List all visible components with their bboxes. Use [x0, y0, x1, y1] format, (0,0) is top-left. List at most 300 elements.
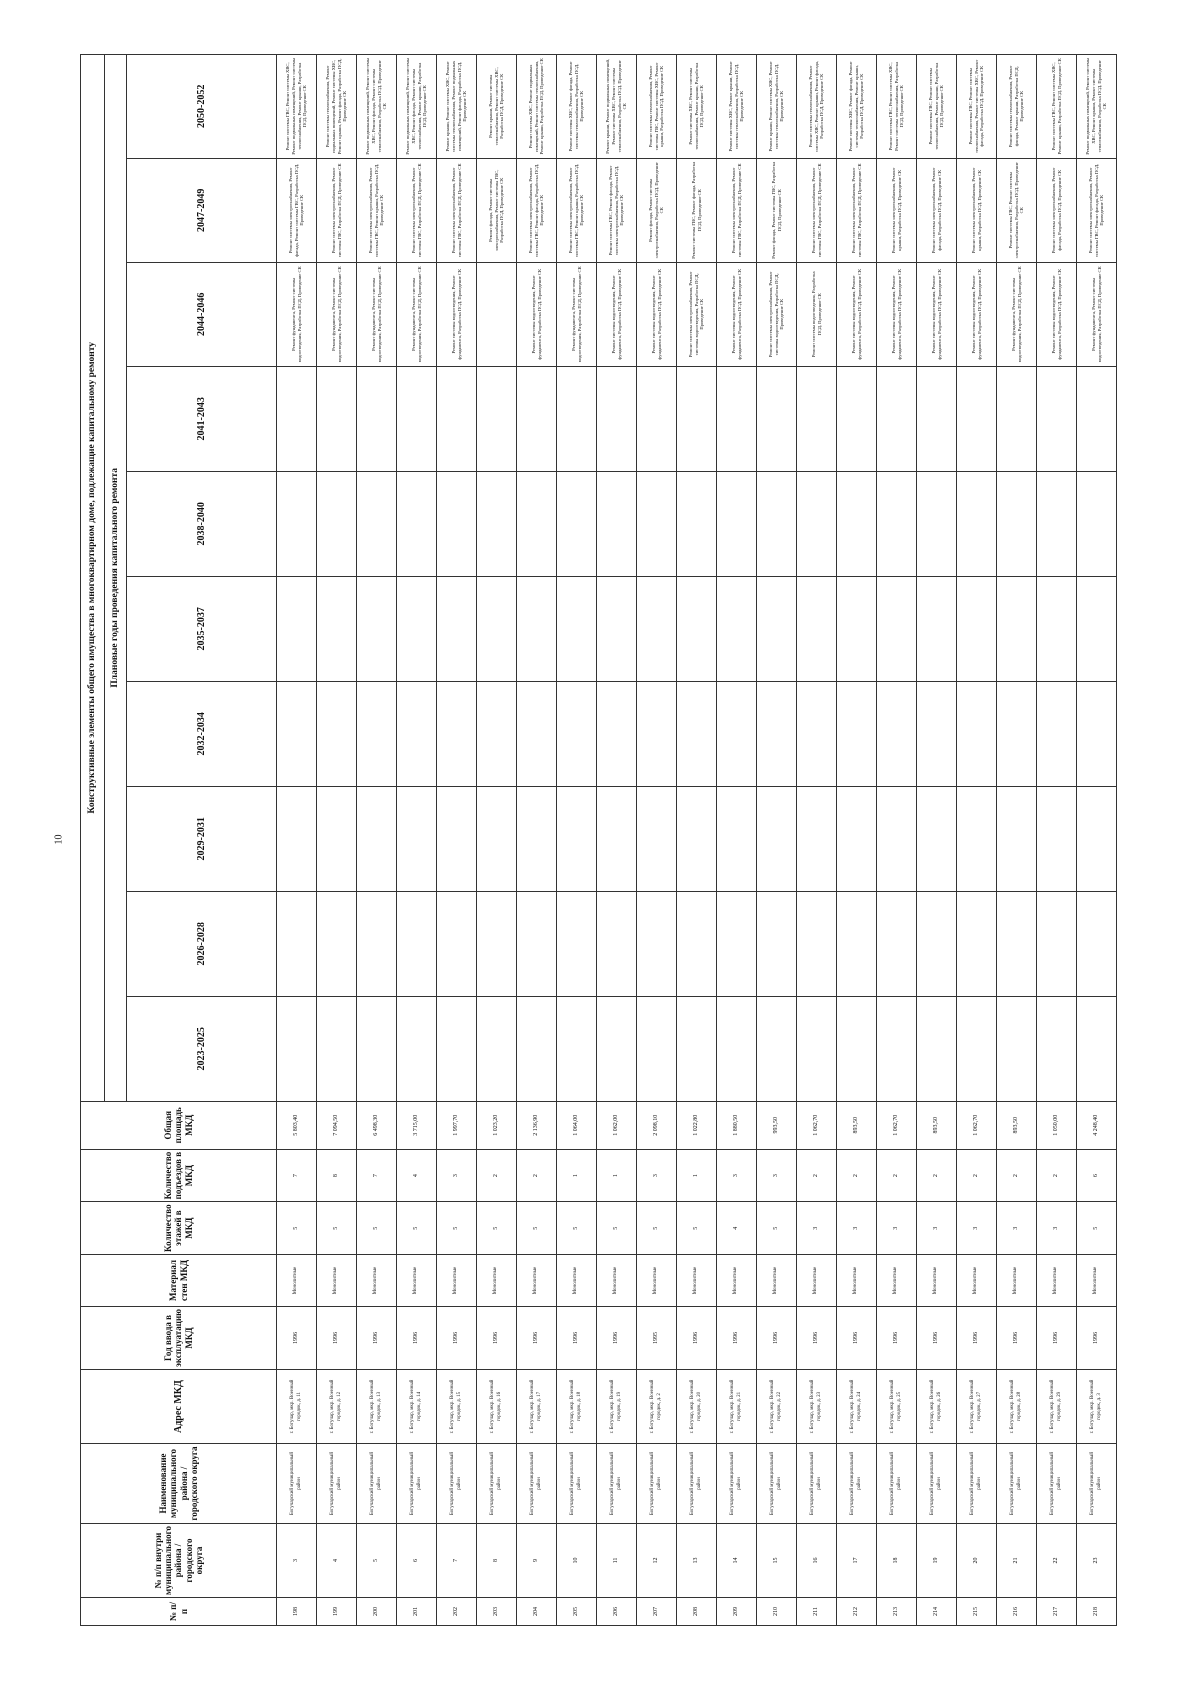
address-cell: г. Богучар, мкр. Военный городок, д. 18: [557, 1370, 597, 1444]
entrances-cell: 8: [317, 1149, 357, 1202]
area-cell: 1 062,00: [597, 1101, 637, 1149]
entrances-cell: 3: [637, 1149, 677, 1202]
period-cell-empty: [597, 576, 637, 681]
col-header-address: Адрес МКД: [81, 1370, 277, 1444]
row-number: 206: [597, 1598, 637, 1626]
repair-works-cell: Ремонт крыши, Ремонт системы ХВС, Ремонт системы теплоснабжения, Разработка ПСД, Проведение СК: [757, 54, 797, 158]
district-row-number: 21: [997, 1524, 1037, 1598]
period-cell-empty: [637, 786, 677, 891]
repair-works-cell: Ремонт системы ГВС, Ремонт системы ХВС, Ремонт подвальных помещений, Ремонт системы теплоснабжения, Ремонт крыши, Разработка ПСД, Проведение СК: [277, 54, 317, 158]
period-cell-empty: [317, 576, 357, 681]
repair-works-cell: Ремонт системы ХВС, Ремонт крыши, Ремонт системы теплоснабжения, Разработка ПСД, Проведение СК: [717, 54, 757, 158]
period-cell-empty: [277, 786, 317, 891]
repair-works-cell: Ремонт системы водоотведения, Ремонт фундамента, Разработка ПСД, Проведение СК: [877, 262, 917, 366]
row-number: 217: [1037, 1598, 1077, 1626]
period-cell-empty: [637, 366, 677, 471]
municipality-cell: Богучарский муниципальный район: [637, 1444, 677, 1524]
district-row-number: 17: [837, 1524, 877, 1598]
area-cell: 2 098,10: [637, 1101, 677, 1149]
area-cell: 1 062,70: [877, 1101, 917, 1149]
repair-works-cell: Ремонт системы ХВС, Ремонт подвальных помещений, Ремонт системы теплоснабжения, Ремонт крыши, Разработка ПСД, Проведение СК: [517, 54, 557, 158]
floors-cell: 5: [357, 1202, 397, 1255]
repair-works-cell: Ремонт фундамента, Ремонт системы водоотведения, Разработка ПСД, Проведение СК: [277, 262, 317, 366]
period-cell-empty: [477, 576, 517, 681]
row-number: 214: [917, 1598, 957, 1626]
period-cell-empty: [557, 471, 597, 576]
repair-works-cell: Ремонт системы электроснабжения, Ремонт системы ГВС, Разработка ПСД, Проведение СК: [397, 158, 437, 262]
municipality-cell: Богучарский муниципальный район: [277, 1444, 317, 1524]
repair-works-cell: Ремонт подвальных помещений, Ремонт системы ХВС, Ремонт фасада, Ремонт системы теплоснабжения, Ремонт крыши, Разработка ПСД, Проведение СК: [397, 54, 437, 158]
period-cell-empty: [557, 576, 597, 681]
period-cell-empty: [717, 576, 757, 681]
period-cell-empty: [357, 576, 397, 681]
period-cell-empty: [1037, 471, 1077, 576]
period-cell-empty: [797, 366, 837, 471]
municipality-cell: Богучарский муниципальный район: [477, 1444, 517, 1524]
period-cell-empty: [277, 366, 317, 471]
floors-cell: 5: [757, 1202, 797, 1255]
period-cell-empty: [477, 681, 517, 786]
period-cell-empty: [757, 891, 797, 996]
repair-works-cell: Ремонт системы электроснабжения, Ремонт системы ГВС, Разработка ПСД, Проведение СК: [797, 158, 837, 262]
repair-works-cell: Ремонт системы электроснабжения, Ремонт системы ГВС, Ремонт крыши, Разработка ПСД, Проведение СК: [557, 158, 597, 262]
period-cell-empty: [277, 471, 317, 576]
year-cell: 1996: [517, 1306, 557, 1369]
period-cell-empty: [357, 681, 397, 786]
district-row-number: 12: [637, 1524, 677, 1598]
period-cell-empty: [517, 786, 557, 891]
period-cell-empty: [1077, 786, 1117, 891]
repair-works-cell: Ремонт системы теплоснабжения, Ремонт подвальных помещений, Ремонт системы ХВС, Ремонт крыши, Ремонт фасада, Разработка ПСД, Проведение СК: [317, 54, 357, 158]
period-header: 2035-2037: [127, 576, 277, 681]
area-cell: 7 094,50: [317, 1101, 357, 1149]
period-cell-empty: [597, 366, 637, 471]
period-cell-empty: [637, 576, 677, 681]
period-cell-empty: [517, 366, 557, 471]
table-row: [637, 54, 677, 1625]
table-row: [357, 54, 397, 1625]
floors-cell: 3: [797, 1202, 837, 1255]
period-cell-empty: [917, 891, 957, 996]
period-header: 2038-2040: [127, 471, 277, 576]
repair-works-cell: Ремонт системы электроснабжения, Ремонт системы водоотведения, Разработка ПСД, Проведение СК: [677, 262, 717, 366]
area-cell: 993,50: [757, 1101, 797, 1149]
row-number: 207: [637, 1598, 677, 1626]
district-row-number: 19: [917, 1524, 957, 1598]
period-cell-empty: [437, 366, 477, 471]
address-cell: г. Богучар, мкр. Военный городок, д. 28: [997, 1370, 1037, 1444]
entrances-cell: 2: [517, 1149, 557, 1202]
material-cell: Монолитные: [397, 1254, 437, 1306]
municipality-cell: Богучарский муниципальный район: [317, 1444, 357, 1524]
repair-works-cell: Ремонт системы водоотведения, Ремонт фундамента, Разработка ПСД, Проведение СК: [637, 262, 677, 366]
period-cell-empty: [677, 681, 717, 786]
address-cell: г. Богучар, мкр. Военный городок, д. 20: [677, 1370, 717, 1444]
row-number: 200: [357, 1598, 397, 1626]
material-cell: Монолитные: [957, 1254, 997, 1306]
area-cell: 5 803,40: [277, 1101, 317, 1149]
period-header: 2050-2052: [127, 54, 277, 158]
material-cell: Монолитные: [757, 1254, 797, 1306]
table-row: [517, 54, 557, 1625]
repair-works-cell: Ремонт системы электроснабжения, Ремонт фасада, Разработка ПСД, Проведение СК: [1037, 158, 1077, 262]
period-cell-empty: [597, 786, 637, 891]
repair-works-cell: Ремонт системы ГВС, Ремонт фасада, Разработка ПСД, Проведение СК: [677, 158, 717, 262]
entrances-cell: 2: [997, 1149, 1037, 1202]
table-row: [477, 54, 517, 1625]
floors-cell: 5: [1077, 1202, 1117, 1255]
material-cell: Монолитные: [917, 1254, 957, 1306]
year-cell: 1996: [757, 1306, 797, 1369]
period-cell-empty: [517, 576, 557, 681]
period-cell-empty: [317, 471, 357, 576]
area-cell: 893,50: [997, 1101, 1037, 1149]
period-cell-empty: [277, 576, 317, 681]
period-cell-empty: [837, 366, 877, 471]
period-cell-empty: [517, 891, 557, 996]
district-row-number: 4: [317, 1524, 357, 1598]
period-cell-empty: [397, 366, 437, 471]
repair-works-cell: Ремонт системы электроснабжения, Ремонт системы ГВС, Разработка ПСД, Проведение СК: [717, 158, 757, 262]
repair-works-cell: Ремонт системы теплоснабжения, Ремонт системы ХВС, Ремонт крыши, Ремонт фасада, Разработка ПСД, Проведение СК: [797, 54, 837, 158]
period-cell-empty: [997, 576, 1037, 681]
material-cell: Монолитные: [877, 1254, 917, 1306]
year-cell: 1996: [917, 1306, 957, 1369]
table-row: [677, 54, 717, 1625]
address-cell: г. Богучар, мкр. Военный городок, д. 29: [1037, 1370, 1077, 1444]
period-cell-empty: [997, 366, 1037, 471]
district-row-number: 8: [477, 1524, 517, 1598]
period-cell-empty: [677, 576, 717, 681]
municipality-cell: Богучарский муниципальный район: [557, 1444, 597, 1524]
address-cell: г. Богучар, мкр. Военный городок, д. 3: [1077, 1370, 1117, 1444]
table-row: [997, 54, 1037, 1625]
material-cell: Монолитные: [677, 1254, 717, 1306]
entrances-cell: 1: [677, 1149, 717, 1202]
material-cell: Монолитные: [277, 1254, 317, 1306]
floors-cell: 3: [997, 1202, 1037, 1255]
area-cell: 2 136,90: [517, 1101, 557, 1149]
period-cell-empty: [837, 576, 877, 681]
period-cell-empty: [1037, 366, 1077, 471]
area-cell: 1 023,20: [477, 1101, 517, 1149]
period-cell-empty: [757, 786, 797, 891]
district-row-number: 15: [757, 1524, 797, 1598]
row-number: 203: [477, 1598, 517, 1626]
period-cell-empty: [477, 996, 517, 1101]
period-cell-empty: [517, 996, 557, 1101]
entrances-cell: 2: [917, 1149, 957, 1202]
period-cell-empty: [757, 996, 797, 1101]
table-row: [837, 54, 877, 1625]
floors-cell: 3: [917, 1202, 957, 1255]
area-cell: 6 498,30: [357, 1101, 397, 1149]
material-cell: Монолитные: [477, 1254, 517, 1306]
row-number: 199: [317, 1598, 357, 1626]
address-cell: г. Богучар, мкр. Военный городок, д. 19: [597, 1370, 637, 1444]
period-cell-empty: [317, 681, 357, 786]
period-cell-empty: [637, 471, 677, 576]
repair-works-cell: Ремонт системы электроснабжения, Ремонт фасада, Разработка ПСД, Проведение СК: [917, 158, 957, 262]
period-cell-empty: [877, 996, 917, 1101]
municipality-cell: Богучарский муниципальный район: [1077, 1444, 1117, 1524]
period-cell-empty: [997, 996, 1037, 1101]
repair-works-cell: Ремонт системы ГВС, Ремонт системы электроснабжения, Разработка ПСД, Проведение СК: [997, 158, 1037, 262]
period-cell-empty: [357, 786, 397, 891]
material-cell: Монолитные: [837, 1254, 877, 1306]
table-row: [757, 54, 797, 1625]
year-cell: 1996: [277, 1306, 317, 1369]
col-header-floors: Количество этажей в МКД: [81, 1202, 277, 1255]
repair-works-cell: Ремонт системы электроснабжения, Ремонт системы ГВС, Разработка ПСД, Проведение СК: [437, 158, 477, 262]
year-cell: 1996: [477, 1306, 517, 1369]
period-cell-empty: [517, 681, 557, 786]
period-cell-empty: [757, 366, 797, 471]
repair-works-cell: Ремонт системы электроснабжения, Ремонт системы ГВС, Ремонт фасада, Разработка ПСД, Проведение СК: [517, 158, 557, 262]
address-cell: г. Богучар, мкр. Военный городок, д. 25: [877, 1370, 917, 1444]
material-cell: Монолитные: [557, 1254, 597, 1306]
material-cell: Монолитные: [637, 1254, 677, 1306]
area-cell: 1 997,70: [437, 1101, 477, 1149]
material-cell: Монолитные: [357, 1254, 397, 1306]
period-cell-empty: [677, 366, 717, 471]
rotated-page: [60, 26, 1150, 1626]
period-cell-empty: [277, 996, 317, 1101]
repair-works-cell: Ремонт системы водоотведения, Ремонт фундамента, Разработка ПСД, Проведение СК: [957, 262, 997, 366]
period-cell-empty: [1037, 681, 1077, 786]
area-cell: 893,50: [917, 1101, 957, 1149]
repair-works-cell: Ремонт системы ГВС, Ремонт фасада, Ремонт системы электроснабжения, Разработка ПСД, Проведение СК: [597, 158, 637, 262]
period-cell-empty: [277, 891, 317, 996]
period-cell-empty: [957, 891, 997, 996]
period-cell-empty: [557, 366, 597, 471]
col-header-entrances: Количество подъездов в МКД: [81, 1149, 277, 1202]
repair-works-cell: Ремонт системы теплоснабжения, Ремонт системы ГВС, Ремонт системы ХВС, Ремонт крыши, Разработка ПСД, Проведение СК: [637, 54, 677, 158]
period-header: 2044-2046: [127, 262, 277, 366]
period-cell-empty: [437, 576, 477, 681]
period-cell-empty: [557, 786, 597, 891]
period-cell-empty: [317, 996, 357, 1101]
period-cell-empty: [677, 786, 717, 891]
table-row: [877, 54, 917, 1625]
material-cell: Монолитные: [1037, 1254, 1077, 1306]
year-cell: 1996: [397, 1306, 437, 1369]
floors-cell: 5: [557, 1202, 597, 1255]
repair-works-cell: Ремонт системы ХВС, Ремонт фасада, Ремонт системы теплоснабжения, Ремонт крыши, Разработка ПСД, Проведение СК: [837, 54, 877, 158]
period-cell-empty: [477, 471, 517, 576]
table-row: [597, 54, 637, 1625]
material-cell: Монолитные: [317, 1254, 357, 1306]
period-cell-empty: [597, 891, 637, 996]
page-number: 10: [53, 834, 65, 845]
period-cell-empty: [877, 366, 917, 471]
period-cell-empty: [757, 576, 797, 681]
repair-works-cell: Ремонт системы ГВС, Ремонт системы теплоснабжения, Ремонт системы ХВС, Ремонт фасада, Разработка ПСД, Проведение СК: [957, 54, 997, 158]
period-cell-empty: [437, 471, 477, 576]
year-cell: 1996: [797, 1306, 837, 1369]
period-cell-empty: [557, 681, 597, 786]
repair-works-cell: Ремонт фасада, Ремонт системы электроснабжения, Разработка ПСД, Проведение СК: [637, 158, 677, 262]
period-cell-empty: [437, 891, 477, 996]
year-cell: 1996: [317, 1306, 357, 1369]
entrances-cell: 2: [477, 1149, 517, 1202]
repair-works-cell: Ремонт системы ГВС, Ремонт системы ХВС, Ремонт системы теплоснабжения, Разработка ПСД, Проведение СК: [877, 54, 917, 158]
area-cell: 1 062,70: [797, 1101, 837, 1149]
period-cell-empty: [1037, 891, 1077, 996]
entrances-cell: 2: [837, 1149, 877, 1202]
repair-works-cell: Ремонт крыши, Ремонт подвальных помещений, Ремонт системы ХВС, Ремонт системы теплоснабжения, Разработка ПСД, Проведение СК: [597, 54, 637, 158]
row-number: 213: [877, 1598, 917, 1626]
col-header-area: Общая площадь МКД: [81, 1101, 277, 1149]
table-row: [1037, 54, 1077, 1625]
period-cell-empty: [997, 891, 1037, 996]
material-cell: Монолитные: [797, 1254, 837, 1306]
floors-cell: 5: [277, 1202, 317, 1255]
municipality-cell: Богучарский муниципальный район: [957, 1444, 997, 1524]
repair-works-cell: Ремонт системы теплоснабжения, Ремонт фасада, Ремонт крыши, Разработка ПСД, Проведение СК: [997, 54, 1037, 158]
district-row-number: 20: [957, 1524, 997, 1598]
period-cell-empty: [797, 681, 837, 786]
table-row: [317, 54, 357, 1625]
address-cell: г. Богучар, мкр. Военный городок, д. 16: [477, 1370, 517, 1444]
period-cell-empty: [717, 681, 757, 786]
repair-works-cell: Ремонт фундамента, Ремонт системы водоотведения, Разработка ПСД, Проведение СК: [357, 262, 397, 366]
row-number: 211: [797, 1598, 837, 1626]
repair-works-cell: Ремонт крыши, Ремонт системы теплоснабжения, Ремонт системы ХВС, Разработка ПСД, Проведение СК: [477, 54, 517, 158]
address-cell: г. Богучар, мкр. Военный городок, д. 12: [317, 1370, 357, 1444]
row-number: 209: [717, 1598, 757, 1626]
period-cell-empty: [1077, 576, 1117, 681]
period-cell-empty: [717, 786, 757, 891]
floors-cell: 5: [437, 1202, 477, 1255]
period-cell-empty: [357, 366, 397, 471]
district-row-number: 23: [1077, 1524, 1117, 1598]
district-row-number: 18: [877, 1524, 917, 1598]
row-number: 202: [437, 1598, 477, 1626]
period-cell-empty: [797, 891, 837, 996]
period-cell-empty: [1037, 576, 1077, 681]
period-cell-empty: [357, 471, 397, 576]
period-cell-empty: [357, 996, 397, 1101]
period-cell-empty: [437, 786, 477, 891]
repair-works-cell: Ремонт системы ХВС, Ремонт фасада, Ремонт системы теплоснабжения, Разработка ПСД, Проведение СК: [557, 54, 597, 158]
table-row: [957, 54, 997, 1625]
row-number: 204: [517, 1598, 557, 1626]
period-cell-empty: [637, 681, 677, 786]
period-cell-empty: [1077, 891, 1117, 996]
municipality-cell: Богучарский муниципальный район: [677, 1444, 717, 1524]
year-cell: 1995: [637, 1306, 677, 1369]
period-cell-empty: [397, 471, 437, 576]
repair-works-cell: Ремонт системы электроснабжения, Ремонт системы водоотведения, Разработка ПСД, Проведение СК: [757, 262, 797, 366]
period-cell-empty: [957, 996, 997, 1101]
entrances-cell: 3: [437, 1149, 477, 1202]
period-cell-empty: [1037, 786, 1077, 891]
floors-cell: 3: [837, 1202, 877, 1255]
period-cell-empty: [477, 786, 517, 891]
entrances-cell: 2: [957, 1149, 997, 1202]
row-number: 212: [837, 1598, 877, 1626]
district-row-number: 16: [797, 1524, 837, 1598]
period-cell-empty: [997, 471, 1037, 576]
repair-works-cell: Ремонт подвальных помещений, Ремонт системы ХВС, Ремонт фасада, Ремонт системы теплоснабжения, Разработка ПСД, Проведение СК: [357, 54, 397, 158]
table-row: [797, 54, 837, 1625]
period-cell-empty: [637, 996, 677, 1101]
year-cell: 1996: [1037, 1306, 1077, 1369]
group-caption: Конструктивные элементы общего имущества в многоквартирном доме, подлежащие капитальному ремонту: [81, 54, 105, 1101]
period-cell-empty: [917, 471, 957, 576]
period-cell-empty: [637, 891, 677, 996]
municipality-cell: Богучарский муниципальный район: [397, 1444, 437, 1524]
period-cell-empty: [797, 996, 837, 1101]
floors-cell: 5: [477, 1202, 517, 1255]
municipality-cell: Богучарский муниципальный район: [597, 1444, 637, 1524]
area-cell: 3 715,00: [397, 1101, 437, 1149]
district-row-number: 9: [517, 1524, 557, 1598]
period-cell-empty: [837, 891, 877, 996]
capital-repair-table: [80, 54, 1117, 1626]
municipality-cell: Богучарский муниципальный район: [517, 1444, 557, 1524]
repair-works-cell: Ремонт подвальных помещений, Ремонт системы ХВС, Ремонт крыши, Ремонт системы теплоснабжения, Разработка ПСД, Проведение СК: [1077, 54, 1117, 158]
period-cell-empty: [317, 891, 357, 996]
district-row-number: 14: [717, 1524, 757, 1598]
period-cell-empty: [917, 366, 957, 471]
period-cell-empty: [837, 996, 877, 1101]
floors-cell: 3: [1037, 1202, 1077, 1255]
address-cell: г. Богучар, мкр. Военный городок, д. 22: [757, 1370, 797, 1444]
entrances-cell: 2: [877, 1149, 917, 1202]
municipality-cell: Богучарский муниципальный район: [717, 1444, 757, 1524]
floors-cell: 5: [317, 1202, 357, 1255]
row-number: 205: [557, 1598, 597, 1626]
area-cell: 893,50: [837, 1101, 877, 1149]
period-cell-empty: [1077, 996, 1117, 1101]
repair-works-cell: Ремонт системы ГВС, Ремонт системы теплоснабжения, Ремонт крыши, Разработка ПСД, Проведение СК: [917, 54, 957, 158]
material-cell: Монолитные: [997, 1254, 1037, 1306]
repair-works-cell: Ремонт системы электроснабжения, Ремонт системы ГВС, Ремонт крыши, Разработка ПСД, Проведение СК: [357, 158, 397, 262]
area-cell: 1 062,70: [957, 1101, 997, 1149]
municipality-cell: Богучарский муниципальный район: [917, 1444, 957, 1524]
district-row-number: 3: [277, 1524, 317, 1598]
repair-works-cell: Ремонт системы ХВС, Ремонт системы теплоснабжения, Ремонт крыши, Разработка ПСД, Проведение СК: [677, 54, 717, 158]
period-cell-empty: [437, 681, 477, 786]
entrances-cell: 3: [757, 1149, 797, 1202]
period-cell-empty: [757, 681, 797, 786]
repair-works-cell: Ремонт системы ГВС, Ремонт системы ХВС, Ремонт крыши, Разработка ПСД, Проведение СК: [1037, 54, 1077, 158]
year-cell: 1996: [717, 1306, 757, 1369]
col-header-no-district: № п/п внутри муниципального района / городского округа: [81, 1524, 277, 1598]
floors-cell: 3: [877, 1202, 917, 1255]
period-header: 2047-2049: [127, 158, 277, 262]
row-number: 198: [277, 1598, 317, 1626]
repair-works-cell: Ремонт системы водоотведения, Ремонт фундамента, Разработка ПСД, Проведение СК: [917, 262, 957, 366]
municipality-cell: Богучарский муниципальный район: [437, 1444, 477, 1524]
period-cell-empty: [477, 366, 517, 471]
period-cell-empty: [1077, 471, 1117, 576]
period-cell-empty: [837, 681, 877, 786]
repair-works-cell: Ремонт фасада, Ремонт системы электроснабжения, Ремонт системы ГВС, Разработка ПСД, Проведение СК: [477, 158, 517, 262]
area-cell: 1 022,80: [677, 1101, 717, 1149]
entrances-cell: 2: [797, 1149, 837, 1202]
period-cell-empty: [797, 786, 837, 891]
row-number: 216: [997, 1598, 1037, 1626]
period-cell-empty: [797, 471, 837, 576]
period-cell-empty: [957, 576, 997, 681]
period-cell-empty: [717, 996, 757, 1101]
repair-works-cell: Ремонт системы электроснабжения, Ремонт системы ГВС, Разработка ПСД, Проведение СК: [837, 158, 877, 262]
year-cell: 1996: [597, 1306, 637, 1369]
district-row-number: 22: [1037, 1524, 1077, 1598]
